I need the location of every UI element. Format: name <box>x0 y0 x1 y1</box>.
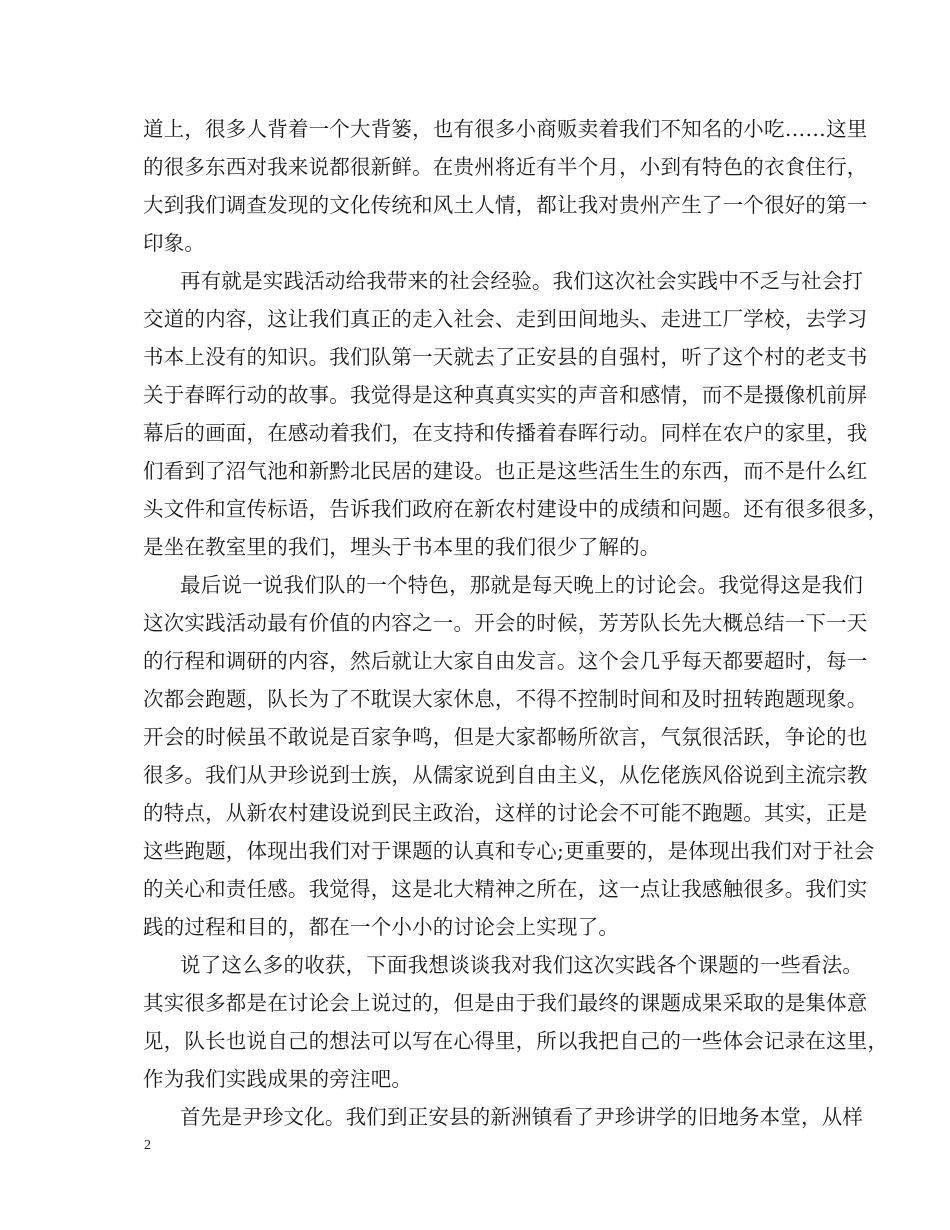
text-line: 是坐在教室里的我们，埋头于书本里的我们很少了解的。 <box>143 535 661 559</box>
text-line: 的特点，从新农村建设说到民主政治，这样的讨论会不可能不跑题。其实，正是 <box>143 801 868 825</box>
text-line: 交道的内容，这让我们真正的走入社会、走到田间地头、走进工厂学校，去学习 <box>143 307 868 331</box>
text-line: 道上，很多人背着一个大背篓，也有很多小商贩卖着我们不知名的小吃……这里 <box>143 117 868 141</box>
paragraph-first-line: 首先是尹珍文化。我们到正安县的新洲镇看了尹珍讲学的旧地务本堂，从样 <box>180 1105 864 1129</box>
text-line: 这次实践活动最有价值的内容之一。开会的时候，芳芳队长先大概总结一下一天 <box>143 611 868 635</box>
text-line: 大到我们调查发现的文化传统和风土人情，都让我对贵州产生了一个很好的第一 <box>143 193 868 217</box>
text-line: 的行程和调研的内容，然后就让大家自由发言。这个会几乎每天都要超时，每一 <box>143 649 868 673</box>
text-line: 作为我们实践成果的旁注吧。 <box>143 1067 413 1091</box>
paragraph-first-line: 最后说一说我们队的一个特色，那就是每天晚上的讨论会。我觉得这是我们 <box>180 573 864 597</box>
text-line: 开会的时候虽不敢说是百家争鸣，但是大家都畅所欲言，气氛很活跃，争论的也 <box>143 725 868 749</box>
page-number: 2 <box>144 1138 151 1153</box>
text-line: 其实很多都是在讨论会上说过的，但是由于我们最终的课题成果采取的是集体意 <box>143 991 868 1015</box>
text-line: 这些跑题，体现出我们对于课题的认真和专心;更重要的，是体现出我们对于社会 <box>143 839 875 863</box>
text-line: 很多。我们从尹珍说到士族，从儒家说到自由主义，从仡佬族风俗说到主流宗教 <box>143 763 868 787</box>
text-line: 见，队长也说自己的想法可以写在心得里，所以我把自己的一些体会记录在这里， <box>143 1029 889 1053</box>
text-line: 印象。 <box>143 231 206 255</box>
text-line: 书本上没有的知识。我们队第一天就去了正安县的自强村，听了这个村的老支书 <box>143 345 868 369</box>
text-line: 践的过程和目的，都在一个小小的讨论会上实现了。 <box>143 915 620 939</box>
text-line: 次都会跑题，队长为了不耽误大家休息，不得不控制时间和及时扭转跑题现象。 <box>143 687 868 711</box>
text-line: 的很多东西对我来说都很新鲜。在贵州将近有半个月，小到有特色的衣食住行， <box>143 155 868 179</box>
text-line: 们看到了沼气池和新黔北民居的建设。也正是这些活生生的东西，而不是什么红 <box>143 459 868 483</box>
text-line: 的关心和责任感。我觉得，这是北大精神之所在，这一点让我感触很多。我们实 <box>143 877 868 901</box>
paragraph-first-line: 再有就是实践活动给我带来的社会经验。我们这次社会实践中不乏与社会打 <box>180 269 864 293</box>
text-line: 头文件和宣传标语，告诉我们政府在新农村建设中的成绩和问题。还有很多很多， <box>143 497 889 521</box>
text-line: 幕后的画面，在感动着我们，在支持和传播着春晖行动。同样在农户的家里，我 <box>143 421 868 445</box>
text-line: 关于春晖行动的故事。我觉得是这种真真实实的声音和感情，而不是摄像机前屏 <box>143 383 868 407</box>
paragraph-first-line: 说了这么多的收获，下面我想谈谈我对我们这次实践各个课题的一些看法。 <box>180 953 864 977</box>
